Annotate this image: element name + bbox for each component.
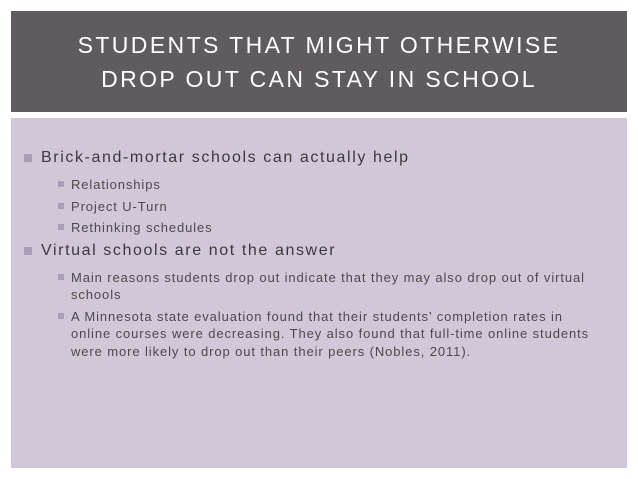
square-bullet-icon: [58, 181, 64, 187]
square-bullet-icon: [24, 247, 32, 255]
sub-bullet-text: Rethinking schedules: [71, 220, 213, 235]
sub-bullet-point: [58, 308, 591, 361]
bullet-text: Brick-and-mortar schools can actually help: [41, 149, 410, 166]
title-bar: [11, 11, 627, 112]
slide-title: STUDENTS THAT MIGHT OTHERWISE DROP OUT CAN STAY IN SCHOOL: [77, 31, 561, 92]
sub-bullet-point: [58, 219, 591, 237]
sub-bullet-text: A Minnesota state evaluation found that their students’ completion rates in online courses were decreasing. They also found that full-time online students were more likely to drop out than their peers (Nobles, 2011).: [71, 308, 589, 359]
bullet-list: [24, 148, 604, 364]
square-bullet-icon: [58, 203, 64, 209]
square-bullet-icon: [58, 224, 64, 230]
sub-bullet-point: [58, 269, 591, 304]
square-bullet-icon: [58, 313, 64, 319]
square-bullet-icon: [58, 274, 64, 280]
sub-bullet-text: Main reasons students drop out indicate that they may also drop out of virtual schools: [71, 269, 585, 302]
sub-bullet-point: [58, 198, 591, 216]
bullet-point: [24, 241, 604, 261]
square-bullet-icon: [24, 154, 32, 162]
sub-bullet-text: Relationships: [71, 177, 161, 192]
sub-bullet-point: [58, 176, 591, 194]
bullet-point: [24, 148, 604, 168]
sub-bullet-text: Project U-Turn: [71, 198, 168, 214]
bullet-text: Virtual schools are not the answer: [41, 241, 337, 259]
